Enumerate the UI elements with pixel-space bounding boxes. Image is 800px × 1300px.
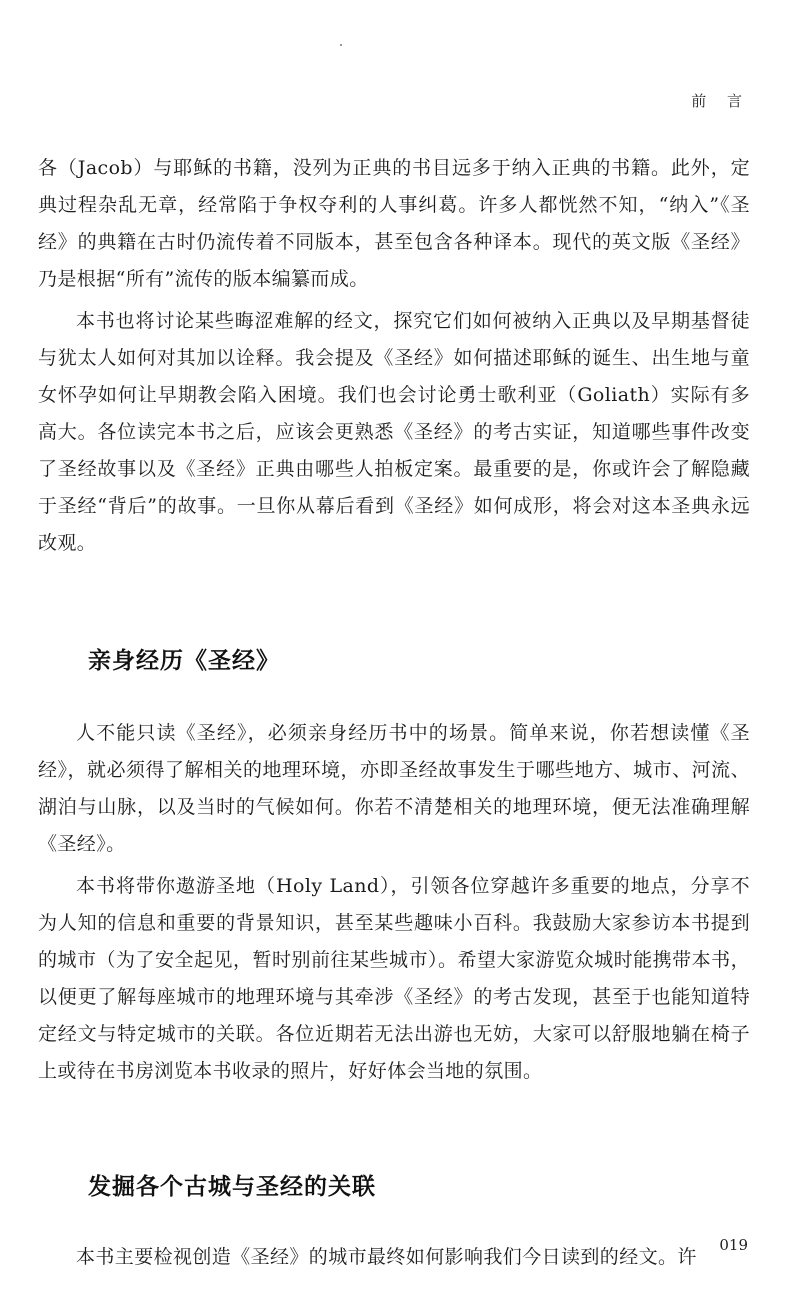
page-body	[38, 150, 750, 1281]
section-heading-cities: 发掘各个古城与圣经的关联	[88, 1174, 376, 1200]
print-speck	[340, 44, 342, 46]
paragraph-2: 本书也将讨论某些晦涩难解的经文，探究它们如何被纳入正典以及早期基督徒与犹太人如何对其加以诠释。我会提及《圣经》如何描述耶稣的诞生、出生地与童女怀孕如何让早期教会陷入困境。我们也会讨论勇士歌利亚（Goliath）实际有多高大。各位读完本书之后，应该会更熟悉《圣经》的考古实证，知道哪些事件改变了圣经故事以及《圣经》正典由哪些人拍板定案。最重要的是，你或许会了解隐藏于圣经“背后”的故事。一旦你从幕后看到《圣经》如何成形，将会对这本圣典永远改观。	[38, 310, 750, 554]
paragraph-4: 本书将带你遨游圣地（Holy Land），引领各位穿越许多重要的地点，分享不为人知的信息和重要的背景知识，甚至某些趣味小百科。我鼓励大家参访本书提到的城市（为了安全起见，暂时别前往某些城市）。希望大家游览众城时能携带本书，以便更了解每座城市的地理环境与其牵涉《圣经》的考古发现，甚至于也能知道特定经文与特定城市的关联。各位近期若无法出游也无妨，大家可以舒服地躺在椅子上或待在书房浏览本书收录的照片，好好体会当地的氛围。	[38, 875, 750, 1082]
paragraph-1: 各（Jacob）与耶稣的书籍，没列为正典的书目远多于纳入正典的书籍。此外，定典过程杂乱无章，经常陷于争权夺利的人事纠葛。许多人都恍然不知，“纳入”《圣经》的典籍在古时仍流传着不同版本，甚至包含各种译本。现代的英文版《圣经》乃是根据“所有”流传的版本编纂而成。	[38, 157, 750, 290]
page-number: 019	[719, 1236, 748, 1254]
section-heading-experience: 亲身经历《圣经》	[88, 648, 280, 674]
running-head: 前 言	[691, 92, 750, 110]
paragraph-3: 人不能只读《圣经》，必须亲身经历书中的场景。简单来说，你若想读懂《圣经》，就必须得了解相关的地理环境，亦即圣经故事发生于哪些地方、城市、河流、湖泊与山脉，以及当时的气候如何。你若不清楚相关的地理环境，便无法准确理解《圣经》。	[38, 722, 750, 855]
paragraph-5: 本书主要检视创造《圣经》的城市最终如何影响我们今日读到的经文。许	[76, 1246, 697, 1268]
